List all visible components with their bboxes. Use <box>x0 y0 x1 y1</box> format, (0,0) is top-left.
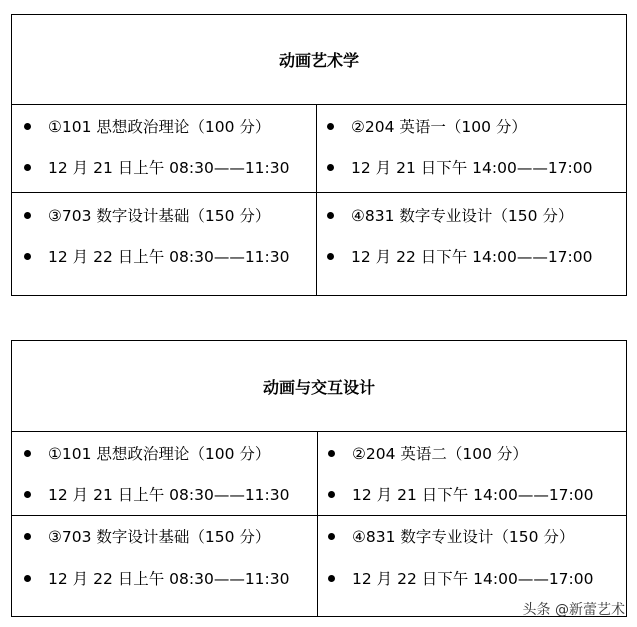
bullet-icon <box>328 575 335 582</box>
bullet-icon <box>24 575 31 582</box>
bullet-icon <box>24 123 31 130</box>
bullet-icon <box>24 491 31 498</box>
time-text: 12 月 21 日上午 08:30——11:30 <box>48 159 290 177</box>
bullet-icon <box>327 253 334 260</box>
exam-cell-1 <box>12 432 317 515</box>
time-text: 12 月 21 日下午 14:00——17:00 <box>351 159 593 177</box>
exam-cell-3 <box>12 193 316 296</box>
bullet-icon <box>24 212 31 219</box>
subject-text: ①101 思想政治理论（100 分） <box>48 445 271 463</box>
exam-cell-3 <box>12 516 317 616</box>
exam-cell-2 <box>317 105 627 192</box>
time-text: 12 月 22 日上午 08:30——11:30 <box>48 570 290 588</box>
bullet-icon <box>327 123 334 130</box>
subject-text: ③703 数字设计基础（150 分） <box>48 207 271 225</box>
subject-text: ③703 数字设计基础（150 分） <box>48 528 271 546</box>
table-title: 动画与交互设计 <box>12 341 626 432</box>
exam-cell-1 <box>12 105 316 192</box>
time-text: 12 月 22 日上午 08:30——11:30 <box>48 248 290 266</box>
bullet-icon <box>24 253 31 260</box>
table-title: 动画艺术学 <box>12 15 626 105</box>
bullet-icon <box>24 450 31 457</box>
time-text: 12 月 22 日下午 14:00——17:00 <box>351 248 593 266</box>
subject-text: ④831 数字专业设计（150 分） <box>352 528 575 546</box>
time-text: 12 月 22 日下午 14:00——17:00 <box>352 570 594 588</box>
exam-table-animation-interaction <box>11 340 627 617</box>
subject-text: ④831 数字专业设计（150 分） <box>351 207 574 225</box>
bullet-icon <box>328 491 335 498</box>
bullet-icon <box>327 212 334 219</box>
time-text: 12 月 21 日下午 14:00——17:00 <box>352 486 594 504</box>
bullet-icon <box>328 533 335 540</box>
bullet-icon <box>24 164 31 171</box>
exam-cell-2 <box>318 432 627 515</box>
bullet-icon <box>24 533 31 540</box>
exam-cell-4 <box>317 193 627 296</box>
bullet-icon <box>327 164 334 171</box>
bullet-icon <box>328 450 335 457</box>
subject-text: ②204 英语一（100 分） <box>351 118 527 136</box>
subject-text: ②204 英语二（100 分） <box>352 445 528 463</box>
exam-table-animation-art <box>11 14 627 296</box>
subject-text: ①101 思想政治理论（100 分） <box>48 118 271 136</box>
time-text: 12 月 21 日上午 08:30——11:30 <box>48 486 290 504</box>
watermark: 头条 @新蕾艺术 <box>522 602 625 618</box>
